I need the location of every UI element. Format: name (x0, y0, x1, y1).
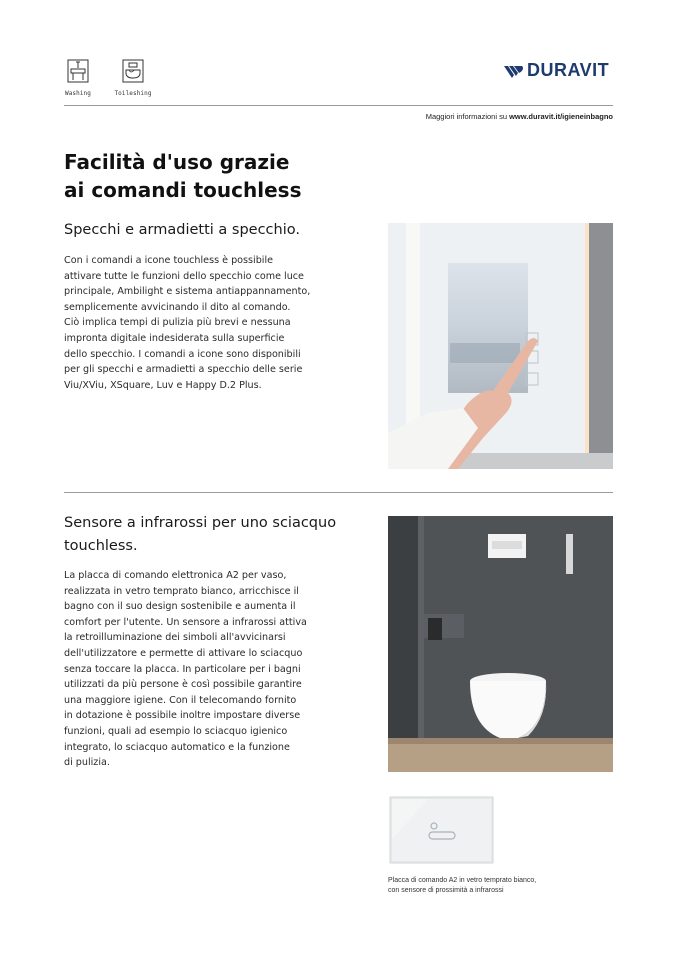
washing-label: Washing (65, 90, 91, 97)
header-divider (64, 105, 613, 106)
page-title (64, 148, 301, 204)
more-info-prefix: Maggiori informazioni su (425, 112, 510, 121)
toilet-photo (388, 516, 613, 772)
sensor-heading (64, 512, 364, 558)
duravit-logo-icon (503, 62, 525, 80)
duravit-logo[interactable] (503, 60, 609, 81)
more-info-line (426, 112, 613, 121)
sensor-body: La placca di comando elettronica A2 per vaso, realizzata in vetro temprato bianco, arricchisce il bagno con il suo design sostenibile e aumenta il comfort per l'utente. Un sensore a infrarossi attiva la retroilluminazione dei simboli all'avvicinarsi dell'utilizzatore e permette di attivare lo sciacquo senza toccare la placca. In particolare per i bagni utilizzati da più persone è così possibile garantire una maggiore igiene. Con il telecomando fornito in dotazione è possibile inoltre impostare diverse funzioni, quali ad esempio lo sciacquo igienico integrato, lo sciacquo automatico e la funzione di pulizia. (64, 570, 307, 769)
toileting-label: Toileshing (114, 90, 152, 97)
page-title-line-1: Facilità d'uso grazie (64, 150, 290, 174)
page-title-line-2: ai comandi touchless (64, 178, 302, 202)
mirrors-heading: Specchi e armadietti a specchio. (64, 222, 300, 238)
sensor-heading-line-2: touchless. (64, 538, 138, 554)
flush-plate-caption: Placca di comando A2 in vetro temprato bianco, con sensore di prossimità a infrarossi (388, 877, 537, 894)
sensor-heading-line-1: Sensore a infrarossi per uno sciacquo (64, 515, 337, 531)
logo-text: DURAVIT (527, 60, 610, 80)
toileting-icon (120, 58, 146, 84)
section-divider (64, 492, 613, 493)
mirror-photo (388, 223, 613, 469)
washing-category (58, 58, 98, 97)
more-info-link[interactable]: www.duravit.it/igieneinbagno (509, 112, 613, 121)
washing-icon (65, 58, 91, 84)
mirrors-body: Con i comandi a icone touchless è possibile attivare tutte le funzioni dello specchio come luce principale, Ambilight e sistema antiappannamento, semplicemente avvicinando il dito al comando. Ciò implica tempi di pulizia più brevi e nessuna impronta digitale indesiderata sulla superficie dello specchio. I comandi a icone sono disponibili per gli specchi e armadietti a specchio delle serie Viu/XViu, XSquare, Luv e Happy D.2 Plus. (64, 255, 311, 391)
flush-plate-photo (388, 794, 495, 866)
toileting-category (113, 58, 153, 97)
